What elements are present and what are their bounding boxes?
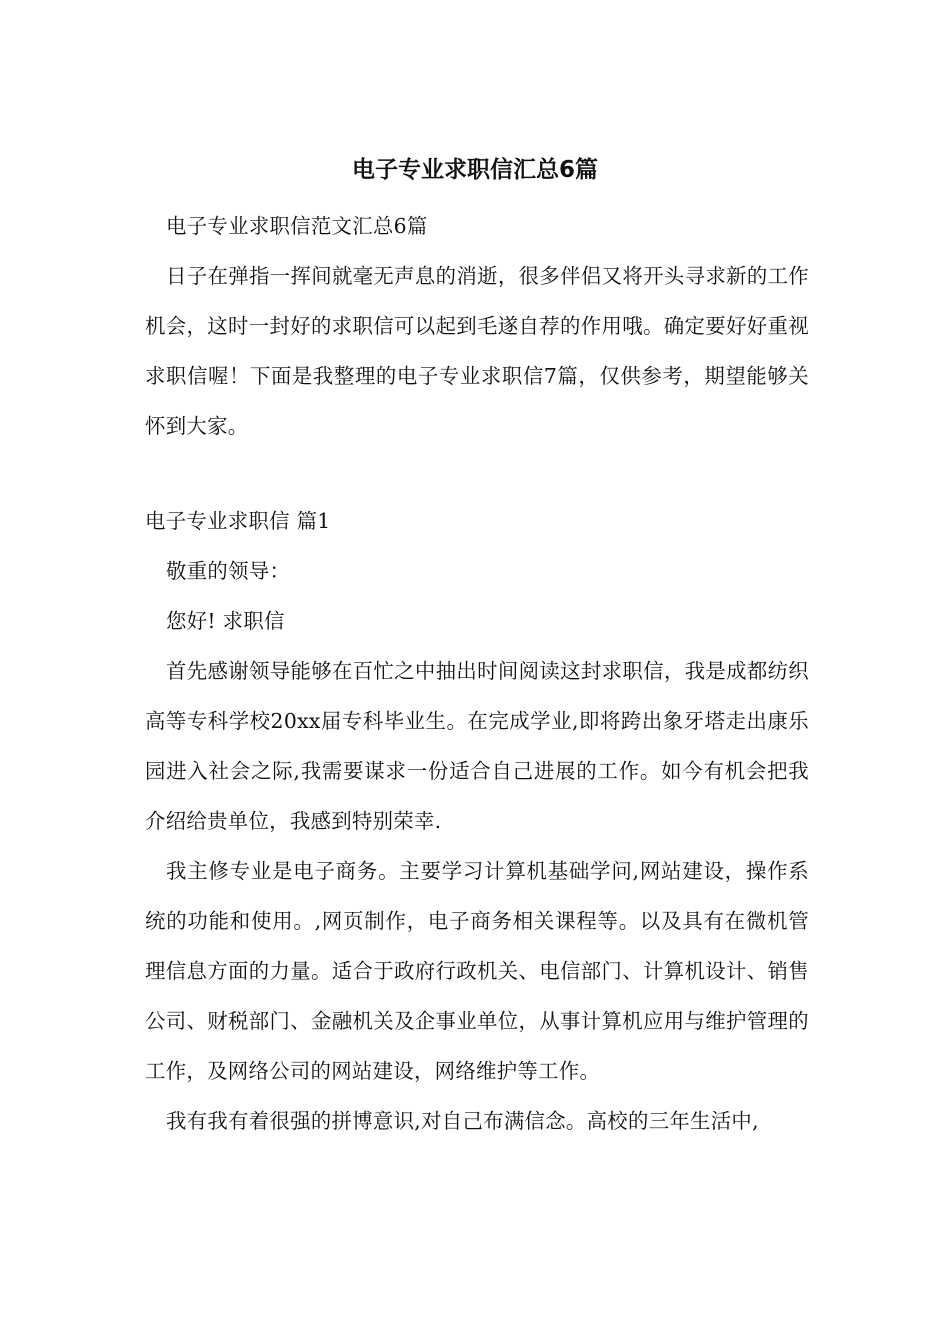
letter-salutation: 敬重的领导：: [166, 559, 291, 583]
document-title: 电子专业求职信汇总6篇: [351, 157, 598, 183]
letter-paragraph-intro: 首先感谢领导能够在百忙之中抽出时间阅读这封求职信，我是成都纺织高等专科学校20xx届专科毕业生。在完成学业,即将跨出象牙塔走出康乐园进入社会之际,我需要谋求一份适合自己进展的工作。如今有机会把我介绍给贵单位，我感到特别荣幸.: [145, 659, 809, 833]
letter-greeting: 您好! 求职信: [166, 609, 285, 633]
intro-paragraph: 日子在弹指一挥间就毫无声息的消逝，很多伴侣又将开头寻求新的工作机会，这时一封好的求职信可以起到毛遂自荐的作用哦。确定要好好重视求职信喔！下面是我整理的电子专业求职信7篇，仅供参考，期望能够关怀到大家。: [145, 264, 809, 438]
section-heading: 电子专业求职信 篇1: [145, 509, 331, 533]
letter-paragraph-attitude: 我有我有着很强的拼博意识,对自己布满信念。高校的三年生活中,: [166, 1109, 759, 1133]
document-body: [145, 201, 809, 1146]
letter-paragraph-major: 我主修专业是电子商务。主要学习计算机基础学问,网站建设，操作系统的功能和使用。,网页制作，电子商务相关课程等。以及具有在微机管理信息方面的力量。适合于政府行政机关、电信部门、计算机设计、销售公司、财税部门、金融机关及企事业单位，从事计算机应用与维护管理的工作，及网络公司的网站建设，网络维护等工作。: [145, 859, 809, 1083]
subtitle-paragraph: 电子专业求职信范文汇总6篇: [166, 214, 428, 238]
paragraph-gap: [145, 451, 809, 496]
